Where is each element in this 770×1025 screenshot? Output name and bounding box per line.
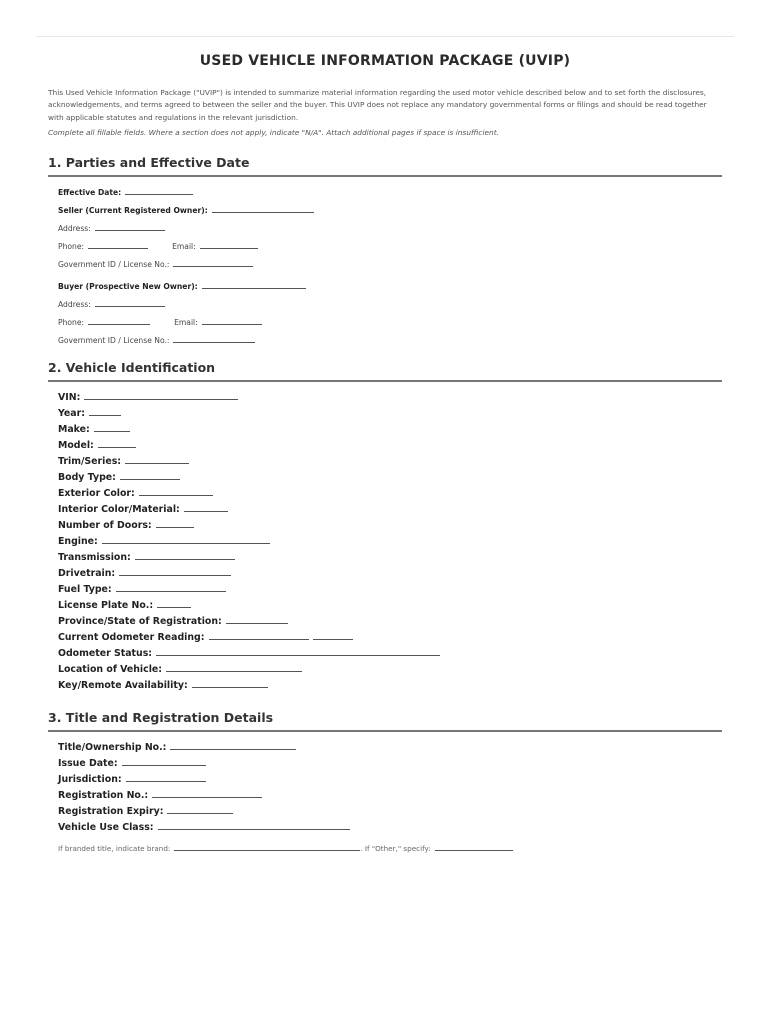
make-field[interactable] [94, 422, 130, 432]
issue-date-label: Issue Date: [58, 758, 118, 769]
key-remote-label: Key/Remote Availability: [58, 680, 188, 691]
vehicle-location-row [58, 662, 302, 674]
drivetrain-field[interactable] [119, 566, 231, 576]
seller-gov-id-row [58, 257, 253, 269]
seller-name-field[interactable] [212, 203, 314, 213]
odometer-status-row [58, 646, 440, 658]
branded-title-row [58, 841, 513, 853]
transmission-label: Transmission: [58, 552, 131, 563]
odometer-status-field[interactable] [156, 646, 440, 656]
buyer-name-field[interactable] [202, 279, 306, 289]
trim-row [58, 454, 189, 466]
key-remote-field[interactable] [192, 678, 268, 688]
buyer-phone-field[interactable] [88, 315, 150, 325]
make-row [58, 422, 130, 434]
license-plate-label: License Plate No.: [58, 600, 154, 611]
vin-field[interactable] [84, 390, 238, 400]
body-type-label: Body Type: [58, 472, 116, 483]
buyer-gov-id-row [58, 333, 255, 345]
title-number-row [58, 740, 296, 752]
trim-label: Trim/Series: [58, 456, 122, 467]
issue-date-row [58, 756, 206, 768]
seller-gov-id-label: Government ID / License No.: [58, 260, 170, 269]
seller-address-row [58, 221, 165, 233]
other-specify-field[interactable] [435, 841, 513, 851]
transmission-field[interactable] [135, 550, 235, 560]
branded-title-label: If branded title, indicate brand: [58, 844, 171, 853]
title-number-label: Title/Ownership No.: [58, 742, 167, 753]
buyer-contact-row [58, 315, 262, 327]
seller-email-field[interactable] [200, 239, 258, 249]
seller-address-label: Address: [58, 224, 91, 233]
seller-row [58, 203, 314, 215]
vehicle-use-class-label: Vehicle Use Class: [58, 822, 154, 833]
vehicle-location-label: Location of Vehicle: [58, 664, 163, 675]
buyer-label: Buyer (Prospective New Owner): [58, 282, 198, 291]
license-plate-field[interactable] [157, 598, 191, 608]
transmission-row [58, 550, 235, 562]
seller-email-label: Email: [172, 242, 196, 251]
section-2-heading: 2. Vehicle Identification [48, 360, 722, 382]
registration-number-row [58, 788, 262, 800]
seller-phone-field[interactable] [88, 239, 148, 249]
province-row [58, 614, 288, 626]
fuel-type-label: Fuel Type: [58, 584, 112, 595]
buyer-address-row [58, 297, 165, 309]
exterior-color-row [58, 486, 213, 498]
effective-date-field[interactable] [125, 185, 193, 195]
registration-number-label: Registration No.: [58, 790, 149, 801]
interior-color-label: Interior Color/Material: [58, 504, 180, 515]
other-specify-label: . If "Other," specify: [360, 844, 431, 853]
vehicle-use-class-field[interactable] [158, 820, 350, 830]
model-row [58, 438, 136, 450]
odometer-reading-field[interactable] [209, 630, 309, 640]
instructions-text: Complete all fillable fields. Where a section does not apply, indicate "N/A". Attach additional pages if space is insufficient. [48, 128, 499, 137]
section-1-heading: 1. Parties and Effective Date [48, 155, 722, 177]
registration-number-field[interactable] [152, 788, 262, 798]
fuel-type-row [58, 582, 226, 594]
vehicle-location-field[interactable] [166, 662, 302, 672]
odometer-reading-row [58, 630, 353, 642]
year-row [58, 406, 121, 418]
jurisdiction-row [58, 772, 206, 784]
vin-label: VIN: [58, 392, 81, 403]
seller-phone-label: Phone: [58, 242, 85, 251]
drivetrain-row [58, 566, 231, 578]
exterior-color-field[interactable] [139, 486, 213, 496]
document-title: USED VEHICLE INFORMATION PACKAGE (UVIP) [199, 53, 571, 69]
key-remote-row [58, 678, 268, 690]
registration-expiry-field[interactable] [167, 804, 233, 814]
province-field[interactable] [226, 614, 288, 624]
effective-date-label: Effective Date: [58, 188, 122, 197]
province-label: Province/State of Registration: [58, 616, 222, 627]
title-number-field[interactable] [170, 740, 296, 750]
buyer-phone-label: Phone: [58, 318, 85, 327]
jurisdiction-label: Jurisdiction: [58, 774, 122, 785]
engine-row [58, 534, 270, 546]
issue-date-field[interactable] [122, 756, 206, 766]
jurisdiction-field[interactable] [126, 772, 206, 782]
seller-gov-id-field[interactable] [173, 257, 253, 267]
buyer-email-label: Email: [174, 318, 198, 327]
buyer-gov-id-label: Government ID / License No.: [58, 336, 170, 345]
drivetrain-label: Drivetrain: [58, 568, 116, 579]
year-field[interactable] [89, 406, 121, 416]
registration-expiry-row [58, 804, 233, 816]
intro-paragraph: This Used Vehicle Information Package ("UVIP") is intended to summarize material information regarding the used motor vehicle described below and to set forth the disclosures, acknowledgements, and terms agreed to between the seller and the buyer. This UVIP does not replace any mandatory governmental forms or filings and should be read together with applicable statutes and regulations in the relevant jurisdiction. [48, 88, 707, 122]
year-label: Year: [58, 408, 85, 419]
seller-label: Seller (Current Registered Owner): [58, 206, 208, 215]
body-type-field[interactable] [120, 470, 180, 480]
odometer-status-label: Odometer Status: [58, 648, 153, 659]
interior-color-row [58, 502, 228, 514]
vehicle-use-class-row [58, 820, 350, 832]
effective-date-row [58, 185, 193, 197]
doors-field[interactable] [156, 518, 194, 528]
section-3-heading: 3. Title and Registration Details [48, 710, 722, 732]
buyer-email-field[interactable] [202, 315, 262, 325]
registration-expiry-label: Registration Expiry: [58, 806, 164, 817]
buyer-address-label: Address: [58, 300, 91, 309]
odometer-unit-field[interactable] [313, 630, 353, 640]
engine-field[interactable] [102, 534, 270, 544]
doors-row [58, 518, 194, 530]
license-plate-row [58, 598, 191, 610]
seller-address-field[interactable] [95, 221, 165, 231]
interior-color-field[interactable] [184, 502, 228, 512]
fuel-type-field[interactable] [116, 582, 226, 592]
model-label: Model: [58, 440, 94, 451]
odometer-reading-label: Current Odometer Reading: [58, 632, 205, 643]
buyer-address-field[interactable] [95, 297, 165, 307]
make-label: Make: [58, 424, 90, 435]
seller-contact-row [58, 239, 258, 251]
branded-title-field[interactable] [174, 841, 360, 851]
exterior-color-label: Exterior Color: [58, 488, 135, 499]
model-field[interactable] [98, 438, 136, 448]
vin-row [58, 390, 238, 402]
doors-label: Number of Doors: [58, 520, 152, 531]
body-type-row [58, 470, 180, 482]
buyer-gov-id-field[interactable] [173, 333, 255, 343]
buyer-row [58, 279, 306, 291]
engine-label: Engine: [58, 536, 98, 547]
trim-field[interactable] [125, 454, 189, 464]
document-page [36, 36, 734, 1025]
